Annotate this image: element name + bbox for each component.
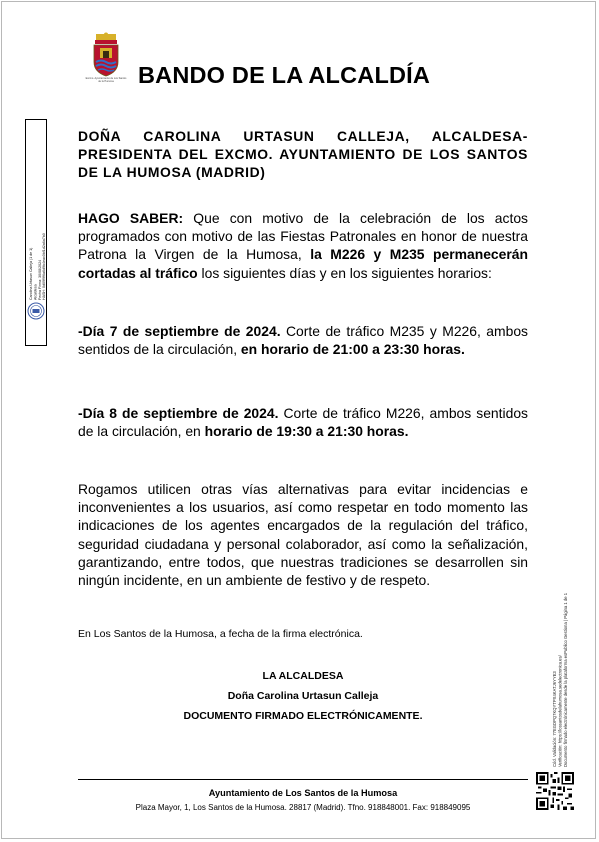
signature-role: LA ALCALDESA — [262, 670, 344, 682]
paragraph-text: Que con motivo de la celebración de los actos programados con motivo de las Fiestas Patronales en honor de nuestra Patrona la Virgen de la Humosa, — [78, 210, 528, 263]
validation-url: Verificación: https://lossantosdelahumosa.sedelectronica.es/ — [557, 655, 563, 767]
footer-divider — [78, 779, 528, 780]
place-date-line: En Los Santos de la Humosa, a fecha de la firma electrónica. — [78, 628, 363, 640]
signature-stamp-box — [25, 119, 47, 346]
day-8-lead: -Día 8 de septiembre de 2024. — [78, 405, 279, 421]
day-8-text: Corte de tráfico M226, ambos sentidos de la circulación, en — [78, 405, 528, 440]
document-page — [1, 1, 596, 839]
hago-saber-lead: HAGO SABER: — [78, 210, 184, 226]
crest-caption: Excmo. Ayuntamiento de Los Santos de la Humosa — [85, 77, 127, 83]
stamp-hash: HASH: 0d09f9f6a6d9b4eac0bf1d2a6a7b0 — [42, 233, 47, 300]
paragraph-bold: la M226 y M235 permanecerán cortadas al tráfico — [78, 246, 528, 281]
announcement-paragraph — [78, 209, 528, 282]
footer-address: Plaza Mayor, 1, Los Santos de la Humosa. 28817 (Madrid). Tfno. 918848001. Fax: 918849095 — [135, 803, 471, 812]
day-7-lead: -Día 7 de septiembre de 2024. — [78, 323, 281, 339]
official-heading: DOÑA CAROLINA URTASUN CALLEJA, ALCALDESA-PRESIDENTA DEL EXCMO. AYUNTAMIENTO DE LOS SANTOS DE LA HUMOSA (MADRID) — [78, 128, 528, 181]
day-7-text: Corte de tráfico M235 y M226, ambos sentidos de la circulación, — [78, 323, 529, 358]
validation-platform: Documento firmado electrónicamente desde la plataforma esPublico Gestiona | Página 1 de 1 — [563, 592, 569, 767]
footer-organization: Ayuntamiento de Los Santos de la Humosa — [208, 788, 398, 798]
closing-paragraph: Rogamos utilicen otras vías alternativas para evitar incidencias e inconvenientes a los usuarios, así como respetar en todo momento las indicaciones de los agentes encargados de la regulación del tráfico, seguridad ciudadana y personal colaborador, así como la señalización, garantizando, entre todos, que nuestras tradiciones se desarrollen sin ningún incidente, en un ambiente de festivo y de respeto. — [78, 481, 528, 589]
qr-code-icon[interactable] — [536, 772, 574, 810]
schedule-day-8 — [78, 404, 528, 440]
paragraph-text: los siguientes días y en los siguientes horarios: — [197, 264, 492, 281]
signature-note: DOCUMENTO FIRMADO ELECTRÓNICAMENTE. — [183, 710, 423, 722]
day-8-hours: horario de 19:30 a 21:30 horas. — [204, 423, 409, 440]
validation-text — [552, 512, 579, 767]
day-7-hours: en horario de 21:00 a 23:30 horas. — [240, 341, 465, 358]
schedule-day-7 — [78, 322, 528, 358]
stamp-signer: Carolina Urtasun Calleja (1 de 1) — [29, 247, 33, 300]
document-title: BANDO DE LA ALCALDÍA — [138, 62, 431, 88]
validation-code: Cód. Validación: 77EGDPQ7KQYTPX4KATJ6YYE3 — [552, 671, 557, 767]
stamp-role: Alcaldesa — [33, 284, 38, 300]
signature-name: Doña Carolina Urtasun Calleja — [227, 690, 379, 702]
signature-stamp-text — [29, 122, 47, 300]
stamp-date: Fecha Firma: 30/08/2024 — [37, 259, 42, 300]
official-seal-icon — [27, 302, 45, 320]
